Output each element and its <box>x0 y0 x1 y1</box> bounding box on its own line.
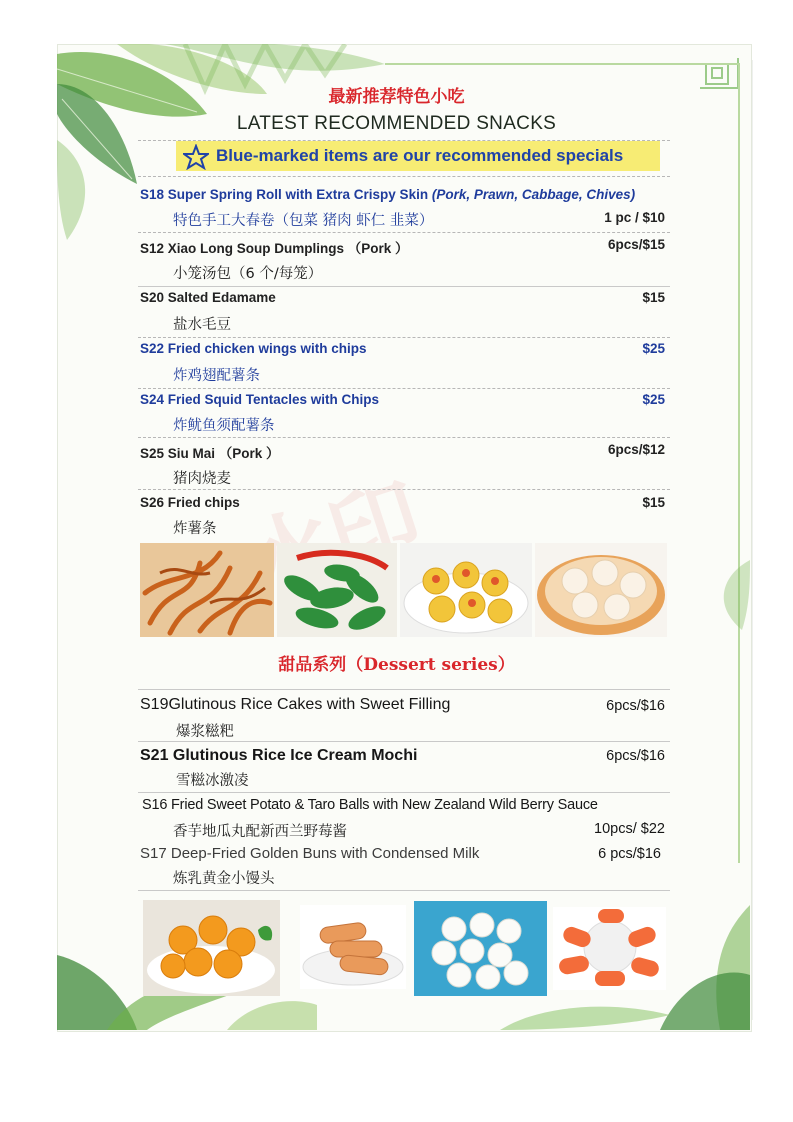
photo-fried-squid <box>140 543 274 637</box>
divider <box>138 232 670 233</box>
item-price: $15 <box>642 495 665 510</box>
item-name: S12 Xiao Long Soup Dumplings （Pork ） <box>140 241 409 256</box>
photo-sweet-potato-balls <box>143 900 280 996</box>
star-icon <box>183 144 209 170</box>
item-name: S18 Super Spring Roll with Extra Crispy Skin (Pork, Prawn, Cabbage, Chives) <box>140 187 636 202</box>
frame-line-top <box>385 63 740 65</box>
divider <box>138 489 670 490</box>
item-name-chinese: 炼乳黄金小馒头 <box>173 871 275 887</box>
item-name-chinese: 猪肉烧麦 <box>173 471 231 487</box>
photo-salted-edamame <box>277 543 397 637</box>
dessert-section-title: 甜品系列（Dessert series） <box>278 655 515 675</box>
item-price: 10pcs/ $22 <box>594 821 665 837</box>
item-name: S24 Fried Squid Tentacles with Chips <box>140 392 380 407</box>
divider <box>138 176 670 177</box>
photo-xiao-long-bao <box>535 543 667 637</box>
item-name-chinese: 炸鸡翅配薯条 <box>173 368 260 384</box>
palm-leaf-decoration-left <box>57 140 97 240</box>
item-name: S21 Glutinous Rice Ice Cream Mochi <box>140 747 418 764</box>
divider <box>138 437 670 438</box>
item-price: $15 <box>642 290 665 305</box>
item-price: $25 <box>642 392 665 407</box>
banner-text: Blue-marked items are our recommended specials <box>216 146 624 165</box>
item-name-chinese: 香芋地瓜丸配新西兰野莓酱 <box>173 824 347 840</box>
divider <box>138 792 670 793</box>
frame-line-right <box>738 63 740 863</box>
item-name: S22 Fried chicken wings with chips <box>140 341 367 356</box>
item-name-chinese: 爆浆糍粑 <box>176 724 234 740</box>
item-price: 6pcs/$16 <box>606 698 665 714</box>
item-price: $25 <box>642 341 665 356</box>
photo-mochi <box>553 907 666 990</box>
divider <box>138 890 670 891</box>
item-price: 6pcs/$15 <box>607 237 665 252</box>
item-name-chinese: 特色手工大春卷（包菜 猪肉 虾仁 韭菜） <box>173 213 434 229</box>
divider <box>138 741 670 742</box>
divider <box>138 286 670 287</box>
photo-golden-buns <box>414 901 547 996</box>
item-name: S17 Deep-Fried Golden Buns with Condensed Milk <box>140 845 480 862</box>
item-name: S20 Salted Edamame <box>140 290 276 305</box>
item-name: S25 Siu Mai （Pork ） <box>140 446 280 461</box>
item-name-chinese: 盐水毛豆 <box>173 317 231 333</box>
item-price: 6pcs/$16 <box>606 748 665 764</box>
item-price: 1 pc / $10 <box>604 210 665 225</box>
divider <box>138 388 670 389</box>
photo-rice-cakes <box>300 905 406 989</box>
item-name-chinese: 雪糍冰激凌 <box>176 773 249 789</box>
title-chinese: 最新推荐特色小吃 <box>328 87 465 107</box>
item-price: 6 pcs/$16 <box>598 846 661 862</box>
item-name-chinese: 炸鱿鱼须配薯条 <box>173 418 275 434</box>
item-name: S19Glutinous Rice Cakes with Sweet Filling <box>140 696 451 713</box>
item-name-chinese: 炸薯条 <box>173 521 217 537</box>
divider <box>138 337 670 338</box>
item-name: S26 Fried chips <box>140 495 240 510</box>
item-price: 6pcs/$12 <box>607 442 665 457</box>
title-english: LATEST RECOMMENDED SNACKS <box>236 113 557 134</box>
photo-siu-mai <box>400 543 532 637</box>
item-name-chinese: 小笼汤包（6 个/每笼） <box>173 266 323 282</box>
item-name: S16 Fried Sweet Potato & Taro Balls with New Zealand Wild Berry Sauce <box>142 797 598 813</box>
divider <box>138 689 670 690</box>
palm-leaf-decoration-right <box>712 560 750 630</box>
